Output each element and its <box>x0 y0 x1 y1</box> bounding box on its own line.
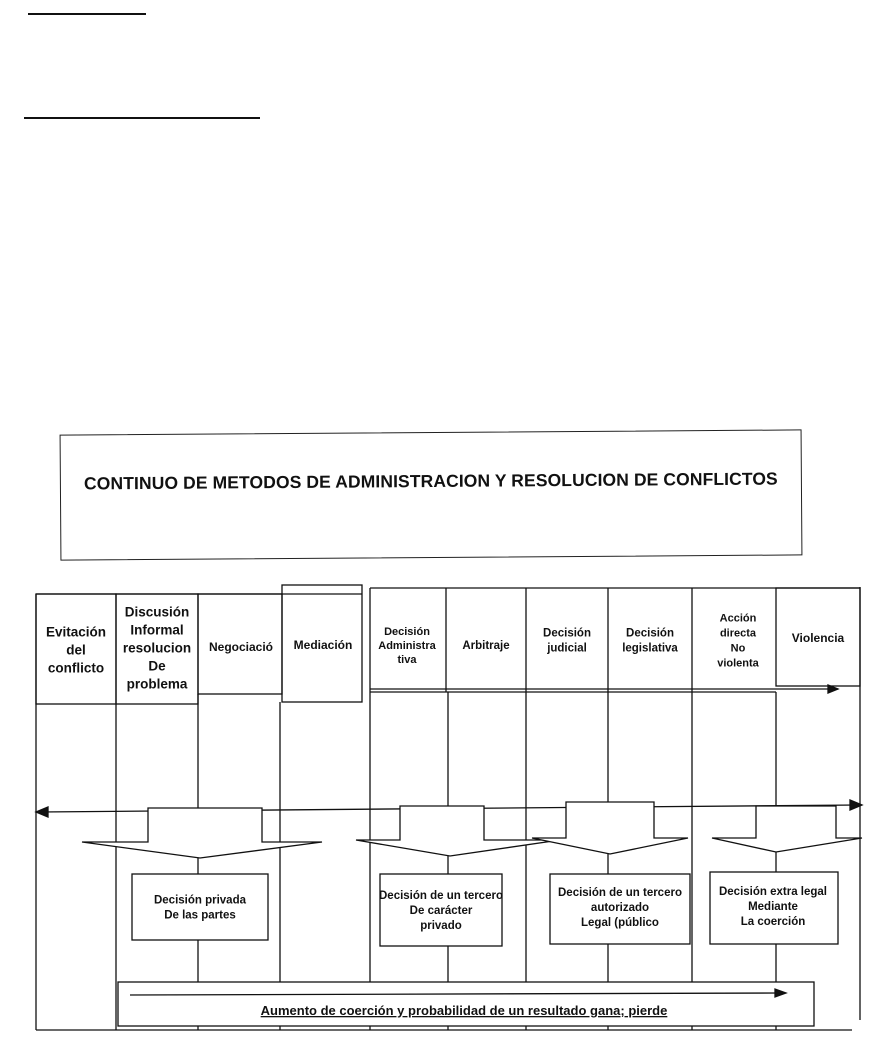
double-arrow-left-head <box>36 807 48 817</box>
method-decision-legislativa <box>622 628 678 655</box>
method-mediacion <box>294 638 353 652</box>
outcome-private-line: Decisión privada <box>153 894 247 907</box>
method-decision-judicial-line: judicial <box>547 642 587 655</box>
method-decision-administrativa-line: tiva <box>397 653 417 666</box>
method-evitacion-line: del <box>66 642 86 658</box>
method-accion-directa-line: Acción <box>719 612 757 625</box>
method-accion-directa-line: No <box>730 642 746 655</box>
outcome-third-private-line: De carácter <box>409 905 473 918</box>
outcome-extralegal-line: Decisión extra legal <box>718 886 828 899</box>
method-accion-directa-line: violenta <box>717 657 759 670</box>
outcome-third-private-line: privado <box>420 920 462 933</box>
method-decision-legislativa-line: Decisión <box>626 627 674 640</box>
method-arbitraje <box>462 640 509 652</box>
method-decision-administrativa-line: Administra <box>378 639 436 652</box>
method-evitacion-line: conflicto <box>47 660 105 676</box>
method-discusion-line: Informal <box>130 622 184 638</box>
outcome-third-public-line: Legal (público <box>581 917 659 930</box>
outcome-private-line: De las partes <box>164 909 236 922</box>
method-discusion-line: De <box>148 658 166 674</box>
method-decision-judicial <box>543 628 591 655</box>
outcome-extralegal-line: Mediante <box>748 901 798 914</box>
outcome-third-private-line: Decisión de un tercero <box>379 890 503 903</box>
outcome-third-public-line: Decisión de un tercero <box>558 887 682 900</box>
method-accion-directa-line: directa <box>719 627 757 640</box>
method-mediacion-line: Mediación <box>293 638 353 653</box>
method-discusion-line: Discusión <box>124 604 190 620</box>
method-violencia-line: Violencia <box>791 631 845 646</box>
method-decision-administrativa-line: Decisión <box>384 625 430 638</box>
method-evitacion-line: Evitación <box>45 624 107 640</box>
method-discusion <box>123 605 191 692</box>
method-evitacion <box>46 625 106 676</box>
method-decision-legislativa-line: legislativa <box>622 642 678 655</box>
block-arrow-1 <box>82 808 322 858</box>
method-negociacion <box>209 640 273 654</box>
block-arrow-4 <box>712 806 862 852</box>
method-discusion-line: problema <box>126 676 188 692</box>
block-arrow-2 <box>356 806 560 856</box>
outcome-extralegal-line: La coerción <box>740 916 806 929</box>
outcome-third-public-line: autorizado <box>590 902 650 915</box>
footer-label: Aumento de coerción y probabilidad de un resultado gana; pierde <box>260 1003 668 1018</box>
method-decision-judicial-line: Decisión <box>543 627 591 640</box>
diagram-title: CONTINUO DE METODOS DE ADMINISTRACION Y RESOLUCION DE CONFLICTOS <box>83 468 778 494</box>
method-accion-directa <box>717 612 759 669</box>
method-decision-administrativa <box>378 626 436 666</box>
method-violencia <box>792 631 845 645</box>
outcome-box-1 <box>132 874 268 940</box>
method-discusion-line: resolucion <box>122 640 192 656</box>
method-negociacion-line: Negociació <box>208 640 274 655</box>
method-arbitraje-line: Arbitraje <box>462 640 510 653</box>
block-arrow-3 <box>532 802 688 854</box>
